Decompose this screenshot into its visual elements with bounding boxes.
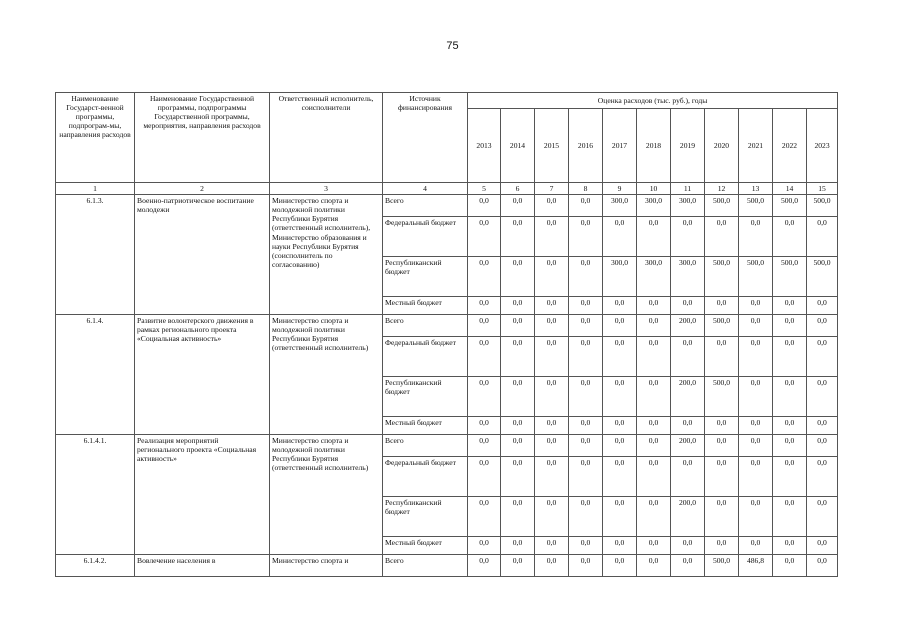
expense-value: 0,0 bbox=[501, 435, 535, 457]
expense-value: 0,0 bbox=[705, 435, 739, 457]
table-row bbox=[56, 195, 838, 217]
expense-value: 0,0 bbox=[773, 297, 807, 315]
expense-value: 500,0 bbox=[739, 257, 773, 297]
expense-value: 0,0 bbox=[705, 337, 739, 377]
row-executor: Министерство спорта и молодежной политики Республики Бурятия (ответственный исполнитель) bbox=[270, 315, 383, 435]
expense-value: 0,0 bbox=[773, 315, 807, 337]
expense-value: 0,0 bbox=[603, 537, 637, 555]
expense-value: 500,0 bbox=[705, 555, 739, 577]
expense-value: 0,0 bbox=[468, 195, 501, 217]
expense-value: 486,8 bbox=[739, 555, 773, 577]
expense-value: 0,0 bbox=[535, 315, 569, 337]
expense-value: 0,0 bbox=[603, 377, 637, 417]
expense-value: 0,0 bbox=[773, 417, 807, 435]
column-number: 13 bbox=[739, 183, 773, 195]
expense-value: 0,0 bbox=[468, 297, 501, 315]
column-number: 8 bbox=[569, 183, 603, 195]
year-header: 2016 bbox=[569, 109, 603, 183]
budget-table bbox=[55, 92, 838, 577]
expense-value: 0,0 bbox=[501, 195, 535, 217]
expense-value: 0,0 bbox=[501, 555, 535, 577]
row-code: 6.1.3. bbox=[56, 195, 135, 315]
expense-value: 300,0 bbox=[671, 257, 705, 297]
expense-value: 200,0 bbox=[671, 377, 705, 417]
expense-value: 0,0 bbox=[671, 555, 705, 577]
header-expenses: Оценка расходов (тыс. руб.), годы bbox=[468, 93, 838, 109]
row-code: 6.1.4. bbox=[56, 315, 135, 435]
column-number: 14 bbox=[773, 183, 807, 195]
funding-source: Всего bbox=[383, 195, 468, 217]
column-number: 3 bbox=[270, 183, 383, 195]
column-number: 1 bbox=[56, 183, 135, 195]
expense-value: 0,0 bbox=[637, 217, 671, 257]
expense-value: 0,0 bbox=[603, 555, 637, 577]
expense-value: 0,0 bbox=[569, 457, 603, 497]
row-name: Военно-патриотическое воспитание молодежи bbox=[135, 195, 270, 315]
expense-value: 0,0 bbox=[739, 297, 773, 315]
funding-source: Всего bbox=[383, 315, 468, 337]
expense-value: 0,0 bbox=[807, 497, 838, 537]
expense-value: 0,0 bbox=[569, 297, 603, 315]
funding-source: Федеральный бюджет bbox=[383, 217, 468, 257]
expense-value: 0,0 bbox=[535, 377, 569, 417]
expense-value: 0,0 bbox=[501, 315, 535, 337]
expense-value: 0,0 bbox=[535, 217, 569, 257]
funding-source: Федеральный бюджет bbox=[383, 457, 468, 497]
expense-value: 0,0 bbox=[773, 435, 807, 457]
table-header bbox=[56, 93, 838, 195]
year-header: 2013 bbox=[468, 109, 501, 183]
expense-value: 500,0 bbox=[773, 257, 807, 297]
expense-value: 0,0 bbox=[671, 217, 705, 257]
expense-value: 0,0 bbox=[807, 435, 838, 457]
column-number: 9 bbox=[603, 183, 637, 195]
expense-value: 0,0 bbox=[468, 377, 501, 417]
expense-value: 0,0 bbox=[501, 537, 535, 555]
expense-value: 0,0 bbox=[603, 217, 637, 257]
expense-value: 0,0 bbox=[468, 315, 501, 337]
expense-value: 0,0 bbox=[705, 417, 739, 435]
expense-value: 0,0 bbox=[468, 417, 501, 435]
row-name: Развитие волонтерского движения в рамках регионального проекта «Социальная активность» bbox=[135, 315, 270, 435]
expense-value: 0,0 bbox=[773, 217, 807, 257]
expense-value: 0,0 bbox=[501, 417, 535, 435]
expense-value: 0,0 bbox=[603, 497, 637, 537]
expense-value: 0,0 bbox=[535, 417, 569, 435]
row-code: 6.1.4.1. bbox=[56, 435, 135, 555]
expense-value: 500,0 bbox=[739, 195, 773, 217]
table-body bbox=[56, 195, 838, 577]
expense-value: 200,0 bbox=[671, 315, 705, 337]
expense-value: 200,0 bbox=[671, 435, 705, 457]
expense-value: 200,0 bbox=[671, 497, 705, 537]
expense-value: 0,0 bbox=[535, 337, 569, 377]
expense-value: 0,0 bbox=[773, 377, 807, 417]
expense-value: 0,0 bbox=[535, 195, 569, 217]
expense-value: 0,0 bbox=[739, 457, 773, 497]
expense-value: 0,0 bbox=[739, 417, 773, 435]
expense-value: 0,0 bbox=[671, 537, 705, 555]
expense-value: 0,0 bbox=[569, 337, 603, 377]
expense-value: 0,0 bbox=[807, 555, 838, 577]
table-row bbox=[56, 555, 838, 577]
expense-value: 0,0 bbox=[807, 537, 838, 555]
expense-value: 300,0 bbox=[637, 195, 671, 217]
year-header: 2014 bbox=[501, 109, 535, 183]
expense-value: 300,0 bbox=[637, 257, 671, 297]
expense-value: 500,0 bbox=[773, 195, 807, 217]
expense-value: 0,0 bbox=[705, 457, 739, 497]
row-executor: Министерство спорта и bbox=[270, 555, 383, 577]
expense-value: 0,0 bbox=[637, 417, 671, 435]
expense-value: 0,0 bbox=[501, 497, 535, 537]
expense-value: 0,0 bbox=[569, 217, 603, 257]
expense-value: 0,0 bbox=[603, 435, 637, 457]
expense-value: 0,0 bbox=[535, 537, 569, 555]
expense-value: 0,0 bbox=[468, 555, 501, 577]
expense-value: 0,0 bbox=[501, 377, 535, 417]
expense-value: 0,0 bbox=[739, 315, 773, 337]
expense-value: 0,0 bbox=[773, 537, 807, 555]
expense-value: 0,0 bbox=[468, 497, 501, 537]
header-source: Источник финансирования bbox=[383, 93, 468, 183]
expense-value: 0,0 bbox=[501, 257, 535, 297]
expense-value: 0,0 bbox=[671, 457, 705, 497]
expense-value: 500,0 bbox=[705, 377, 739, 417]
expense-value: 0,0 bbox=[807, 217, 838, 257]
year-header: 2023 bbox=[807, 109, 838, 183]
column-number: 10 bbox=[637, 183, 671, 195]
expense-value: 0,0 bbox=[603, 297, 637, 315]
expense-value: 0,0 bbox=[569, 497, 603, 537]
table-row bbox=[56, 315, 838, 337]
row-executor: Министерство спорта и молодежной политики Республики Бурятия (ответственный исполнитель) bbox=[270, 435, 383, 555]
year-header: 2020 bbox=[705, 109, 739, 183]
expense-value: 0,0 bbox=[637, 337, 671, 377]
expense-value: 300,0 bbox=[671, 195, 705, 217]
header-event: Наименование Государственной программы, подпрограммы Государственной программы, мероприятия, направления расходов bbox=[135, 93, 270, 183]
expense-value: 0,0 bbox=[637, 537, 671, 555]
expense-value: 0,0 bbox=[773, 555, 807, 577]
row-executor: Министерство спорта и молодежной политики Республики Бурятия (ответственный исполнитель), Министерство образования и науки Республики Бурятия (соисполнитель по согласованию) bbox=[270, 195, 383, 315]
expense-value: 0,0 bbox=[603, 337, 637, 377]
expense-value: 0,0 bbox=[603, 457, 637, 497]
row-name: Реализация мероприятий регионального проекта «Социальная активность» bbox=[135, 435, 270, 555]
expense-value: 0,0 bbox=[739, 435, 773, 457]
expense-value: 0,0 bbox=[637, 435, 671, 457]
expense-value: 0,0 bbox=[807, 337, 838, 377]
expense-value: 0,0 bbox=[468, 257, 501, 297]
expense-value: 0,0 bbox=[773, 457, 807, 497]
expense-value: 0,0 bbox=[671, 417, 705, 435]
year-header: 2022 bbox=[773, 109, 807, 183]
expense-value: 0,0 bbox=[501, 297, 535, 315]
expense-value: 500,0 bbox=[807, 195, 838, 217]
header-executor: Ответственный исполнитель, соисполнители bbox=[270, 93, 383, 183]
funding-source: Местный бюджет bbox=[383, 297, 468, 315]
expense-value: 0,0 bbox=[671, 337, 705, 377]
expense-value: 500,0 bbox=[705, 257, 739, 297]
expense-value: 500,0 bbox=[807, 257, 838, 297]
column-number: 7 bbox=[535, 183, 569, 195]
expense-value: 0,0 bbox=[705, 497, 739, 537]
expense-value: 0,0 bbox=[535, 257, 569, 297]
expense-value: 0,0 bbox=[637, 297, 671, 315]
column-number: 2 bbox=[135, 183, 270, 195]
expense-value: 0,0 bbox=[637, 377, 671, 417]
expense-value: 0,0 bbox=[569, 315, 603, 337]
expense-value: 0,0 bbox=[807, 315, 838, 337]
expense-value: 0,0 bbox=[705, 297, 739, 315]
expense-value: 0,0 bbox=[603, 315, 637, 337]
column-number: 11 bbox=[671, 183, 705, 195]
expense-value: 0,0 bbox=[501, 457, 535, 497]
funding-source: Республиканский бюджет bbox=[383, 257, 468, 297]
year-header: 2015 bbox=[535, 109, 569, 183]
row-code: 6.1.4.2. bbox=[56, 555, 135, 577]
expense-value: 0,0 bbox=[569, 537, 603, 555]
expense-value: 0,0 bbox=[739, 377, 773, 417]
row-name: Вовлечение населения в bbox=[135, 555, 270, 577]
expense-value: 0,0 bbox=[468, 435, 501, 457]
expense-value: 0,0 bbox=[468, 217, 501, 257]
expense-value: 0,0 bbox=[501, 217, 535, 257]
year-header: 2019 bbox=[671, 109, 705, 183]
expense-value: 0,0 bbox=[569, 435, 603, 457]
expense-value: 0,0 bbox=[603, 417, 637, 435]
year-header: 2017 bbox=[603, 109, 637, 183]
funding-source: Всего bbox=[383, 555, 468, 577]
expense-value: 0,0 bbox=[773, 337, 807, 377]
column-number: 5 bbox=[468, 183, 501, 195]
funding-source: Республиканский бюджет bbox=[383, 497, 468, 537]
funding-source: Республиканский бюджет bbox=[383, 377, 468, 417]
expense-value: 0,0 bbox=[807, 377, 838, 417]
expense-value: 0,0 bbox=[671, 297, 705, 315]
expense-value: 0,0 bbox=[637, 497, 671, 537]
expense-value: 0,0 bbox=[637, 457, 671, 497]
expense-value: 500,0 bbox=[705, 315, 739, 337]
expense-value: 0,0 bbox=[705, 217, 739, 257]
expense-value: 0,0 bbox=[468, 457, 501, 497]
expense-value: 0,0 bbox=[739, 497, 773, 537]
expense-value: 0,0 bbox=[807, 457, 838, 497]
column-number: 12 bbox=[705, 183, 739, 195]
column-number: 6 bbox=[501, 183, 535, 195]
expense-value: 0,0 bbox=[569, 195, 603, 217]
expense-value: 0,0 bbox=[535, 435, 569, 457]
page-number: 75 bbox=[446, 40, 459, 52]
expense-value: 0,0 bbox=[807, 297, 838, 315]
table-row bbox=[56, 435, 838, 457]
expense-value: 0,0 bbox=[535, 457, 569, 497]
expense-value: 0,0 bbox=[501, 337, 535, 377]
expense-value: 0,0 bbox=[569, 417, 603, 435]
column-number: 4 bbox=[383, 183, 468, 195]
expense-value: 0,0 bbox=[773, 497, 807, 537]
expense-value: 0,0 bbox=[739, 217, 773, 257]
expense-value: 0,0 bbox=[535, 555, 569, 577]
expense-value: 0,0 bbox=[569, 257, 603, 297]
expense-value: 0,0 bbox=[535, 297, 569, 315]
expense-value: 300,0 bbox=[603, 195, 637, 217]
year-header: 2018 bbox=[637, 109, 671, 183]
expense-value: 0,0 bbox=[468, 537, 501, 555]
year-header: 2021 bbox=[739, 109, 773, 183]
column-number: 15 bbox=[807, 183, 838, 195]
expense-value: 0,0 bbox=[535, 497, 569, 537]
expense-value: 0,0 bbox=[569, 377, 603, 417]
expense-value: 0,0 bbox=[739, 537, 773, 555]
expense-value: 300,0 bbox=[603, 257, 637, 297]
expense-value: 0,0 bbox=[637, 555, 671, 577]
expense-value: 0,0 bbox=[569, 555, 603, 577]
expense-value: 0,0 bbox=[807, 417, 838, 435]
funding-source: Местный бюджет bbox=[383, 537, 468, 555]
expense-value: 0,0 bbox=[637, 315, 671, 337]
expense-value: 0,0 bbox=[739, 337, 773, 377]
funding-source: Федеральный бюджет bbox=[383, 337, 468, 377]
funding-source: Всего bbox=[383, 435, 468, 457]
expense-value: 0,0 bbox=[705, 537, 739, 555]
header-program: Наименование Государст-венной программы, подпрограм-мы, направления расходов bbox=[56, 93, 135, 183]
funding-source: Местный бюджет bbox=[383, 417, 468, 435]
expense-value: 0,0 bbox=[468, 337, 501, 377]
expense-value: 500,0 bbox=[705, 195, 739, 217]
